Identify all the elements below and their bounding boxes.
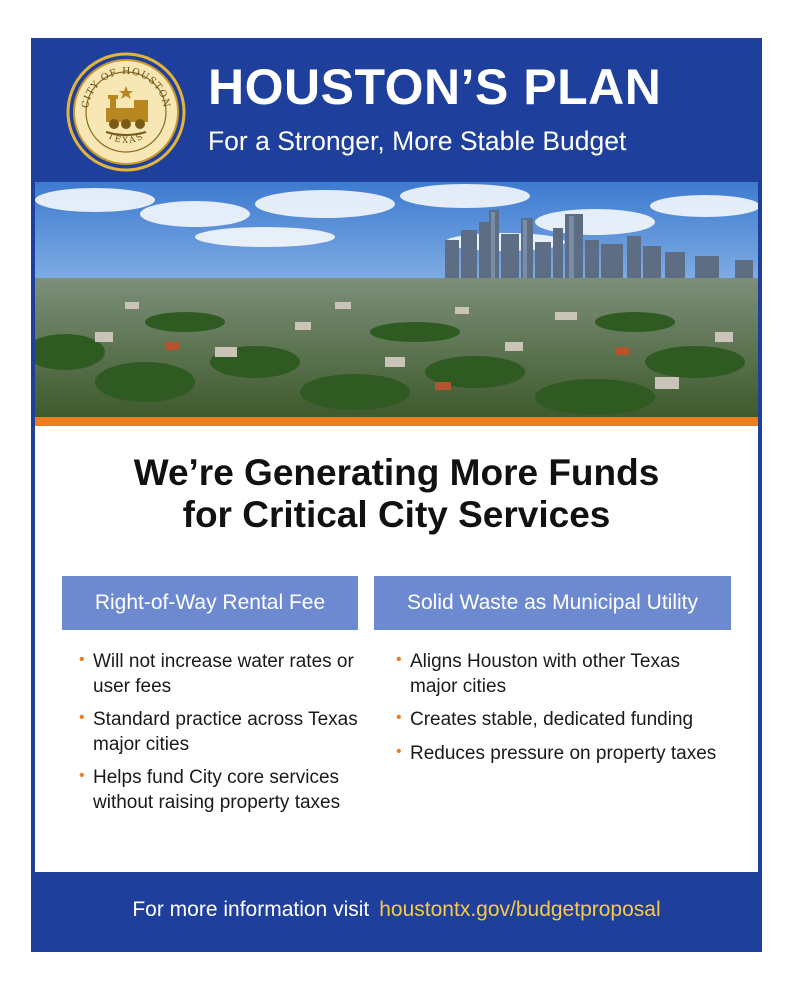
bullet-dot-icon: •: [79, 709, 85, 726]
list-item: [77, 766, 372, 815]
main-headline: [35, 452, 758, 536]
bullet-text: Reduces pressure on property taxes: [410, 742, 717, 764]
bullet-text: Helps fund City core services without raising property taxes: [93, 767, 341, 813]
column-heading-solid-waste: Solid Waste as Municipal Utility: [374, 576, 731, 630]
bullet-text: Standard practice across Texas major cities: [93, 709, 358, 755]
right-of-way-bullet-list: [77, 650, 372, 824]
list-item: [77, 650, 372, 699]
bullet-dot-icon: •: [79, 651, 85, 668]
poster-subtitle: For a Stronger, More Stable Budget: [208, 126, 627, 156]
houston-skyline-photo: [35, 182, 758, 418]
poster-title: HOUSTON’S PLAN: [208, 59, 662, 115]
footer-label: For more information visit: [132, 898, 370, 921]
bullet-dot-icon: •: [79, 767, 85, 784]
budget-proposal-link[interactable]: houstontx.gov/budgetproposal: [379, 898, 661, 921]
orange-divider: [35, 417, 758, 426]
headline-line-1: We’re Generating More Funds: [133, 452, 660, 493]
solid-waste-bullet-list: [394, 650, 724, 775]
bullet-text: Aligns Houston with other Texas major cities: [410, 651, 681, 697]
headline-line-2: for Critical City Services: [182, 494, 611, 535]
bullet-dot-icon: •: [396, 709, 402, 726]
city-seal-logo: [66, 52, 186, 172]
list-item: [394, 650, 724, 699]
bullet-dot-icon: •: [396, 742, 402, 760]
column-heading-right-of-way: Right-of-Way Rental Fee: [62, 576, 358, 630]
list-item: [394, 708, 724, 733]
footer-bar: [35, 872, 758, 948]
seal-top-text: CITY OF HOUSTON: [80, 65, 172, 110]
list-item: [394, 742, 724, 767]
bullet-dot-icon: •: [396, 651, 402, 668]
bullet-text: Will not increase water rates or user fees: [93, 651, 354, 697]
list-item: [77, 708, 372, 757]
bullet-text: Creates stable, dedicated funding: [410, 709, 694, 730]
seal-bottom-text: TEXAS: [105, 131, 147, 146]
